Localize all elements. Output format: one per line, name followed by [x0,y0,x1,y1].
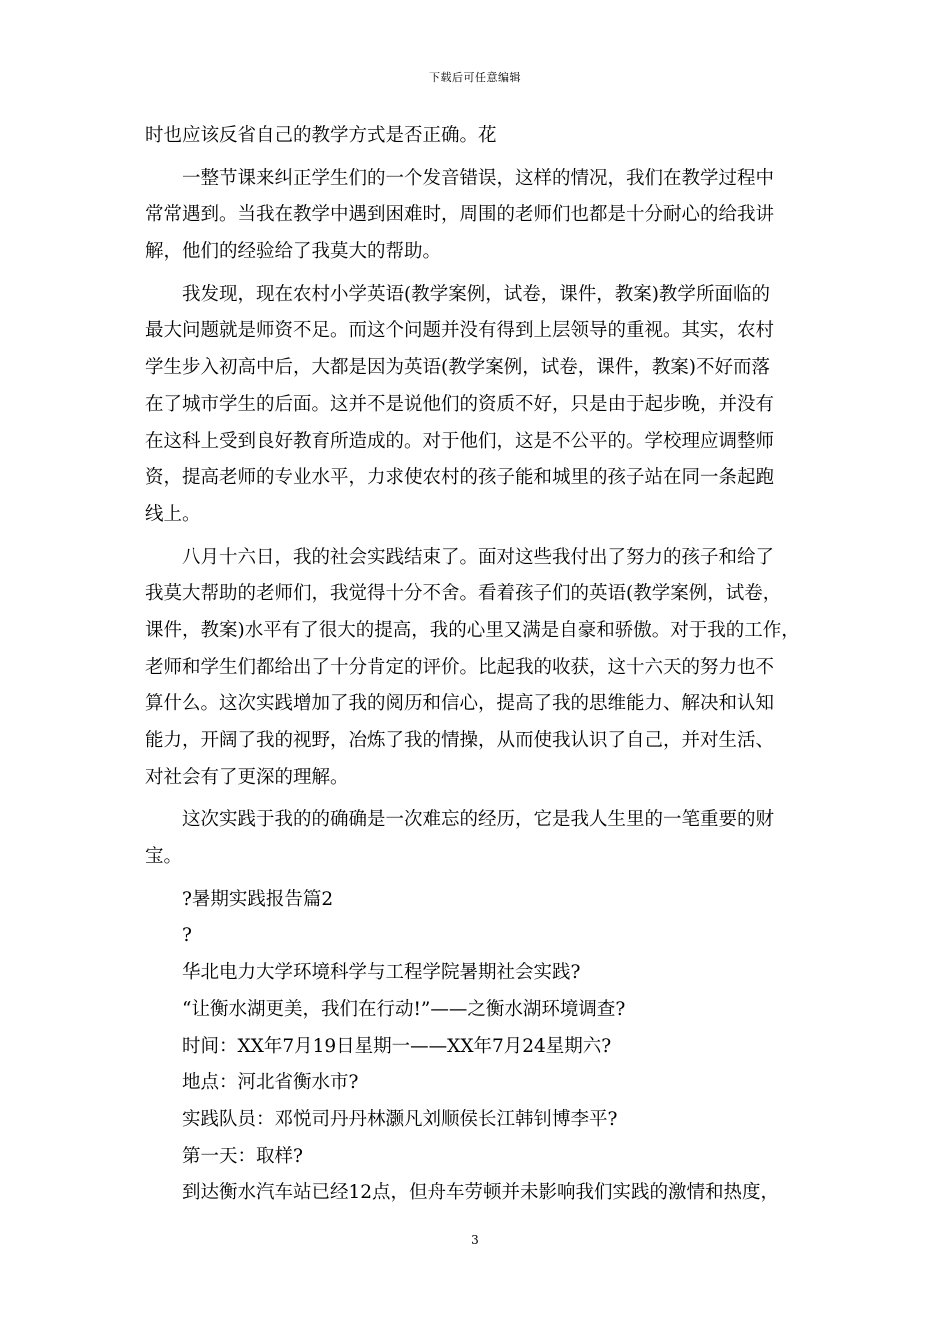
section-heading: ?暑期实践报告篇2 [182,888,334,910]
text-line: 学生步入初高中后，大都是因为英语(教学案例，试卷，课件，教案)不好而落 [145,357,770,379]
text-line: 算什么。这次实践增加了我的阅历和信心，提高了我的思维能力、解决和认知 [145,693,775,715]
text-line: 这次实践于我的的确确是一次难忘的经历，它是我人生里的一笔重要的财 [182,809,775,831]
text-line: 一整节课来纠正学生们的一个发音错误，这样的情况，我们在教学过程中 [182,167,775,189]
document-body [145,118,815,1212]
text-line: 课件，教案)水平有了很大的提高，我的心里又满是自豪和骄傲。对于我的工作， [145,619,800,641]
text-line: 线上。 [145,503,201,525]
text-line: 地点：河北省衡水市? [182,1072,359,1094]
text-line: 我发现，现在农村小学英语(教学案例，试卷，课件，教案)教学所面临的 [182,283,770,305]
text-line: 老师和学生们都给出了十分肯定的评价。比起我的收获，这十六天的努力也不 [145,656,775,678]
text-line: 时间：XX年7月19日星期一——XX年7月24星期六? [182,1035,612,1057]
text-line: 最大问题就是师资不足。而这个问题并没有得到上层领导的重视。其实，农村 [145,320,775,342]
text-line: 第一天：取样? [182,1145,303,1167]
page-header: 下载后可任意编辑 [429,71,521,84]
text-line: 华北电力大学环境科学与工程学院暑期社会实践? [182,962,581,984]
text-line: 对社会有了更深的理解。 [145,766,349,788]
text-line: 宝。 [145,846,183,868]
text-line: 解，他们的经验给了我莫大的帮助。 [145,241,442,263]
text-line: 能力，开阔了我的视野，冶炼了我的情操，从而使我认识了自己，并对生活、 [145,730,775,751]
text-line: 我莫大帮助的老师们，我觉得十分不舍。看着孩子们的英语(教学案例，试卷， [145,583,782,605]
text-line: ? [182,925,192,947]
text-line: “让衡水湖更美，我们在行动!”——之衡水湖环境调查? [182,998,626,1020]
text-line: 资，提高老师的专业水平，力求使农村的孩子能和城里的孩子站在同一条起跑 [145,467,775,489]
text-line: 在这科上受到良好教育所造成的。对于他们，这是不公平的。学校理应调整师 [145,430,775,452]
text-line: 在了城市学生的后面。这并不是说他们的资质不好，只是由于起步晚，并没有 [145,393,775,415]
text-line: 时也应该反省自己的教学方式是否正确。花 [145,125,497,146]
text-line: 到达衡水汽车站已经12点，但舟车劳顿并未影响我们实践的激情和热度， [182,1182,780,1204]
text-line: 常常遇到。当我在教学中遇到困难时，周围的老师们也都是十分耐心的给我讲 [145,204,775,226]
text-line: 实践队员：邓悦司丹丹林灏凡刘顺侯长江韩钊博李平? [182,1108,618,1130]
text-line: 八月十六日，我的社会实践结束了。面对这些我付出了努力的孩子和给了 [182,546,775,568]
page-number: 3 [471,1233,479,1247]
